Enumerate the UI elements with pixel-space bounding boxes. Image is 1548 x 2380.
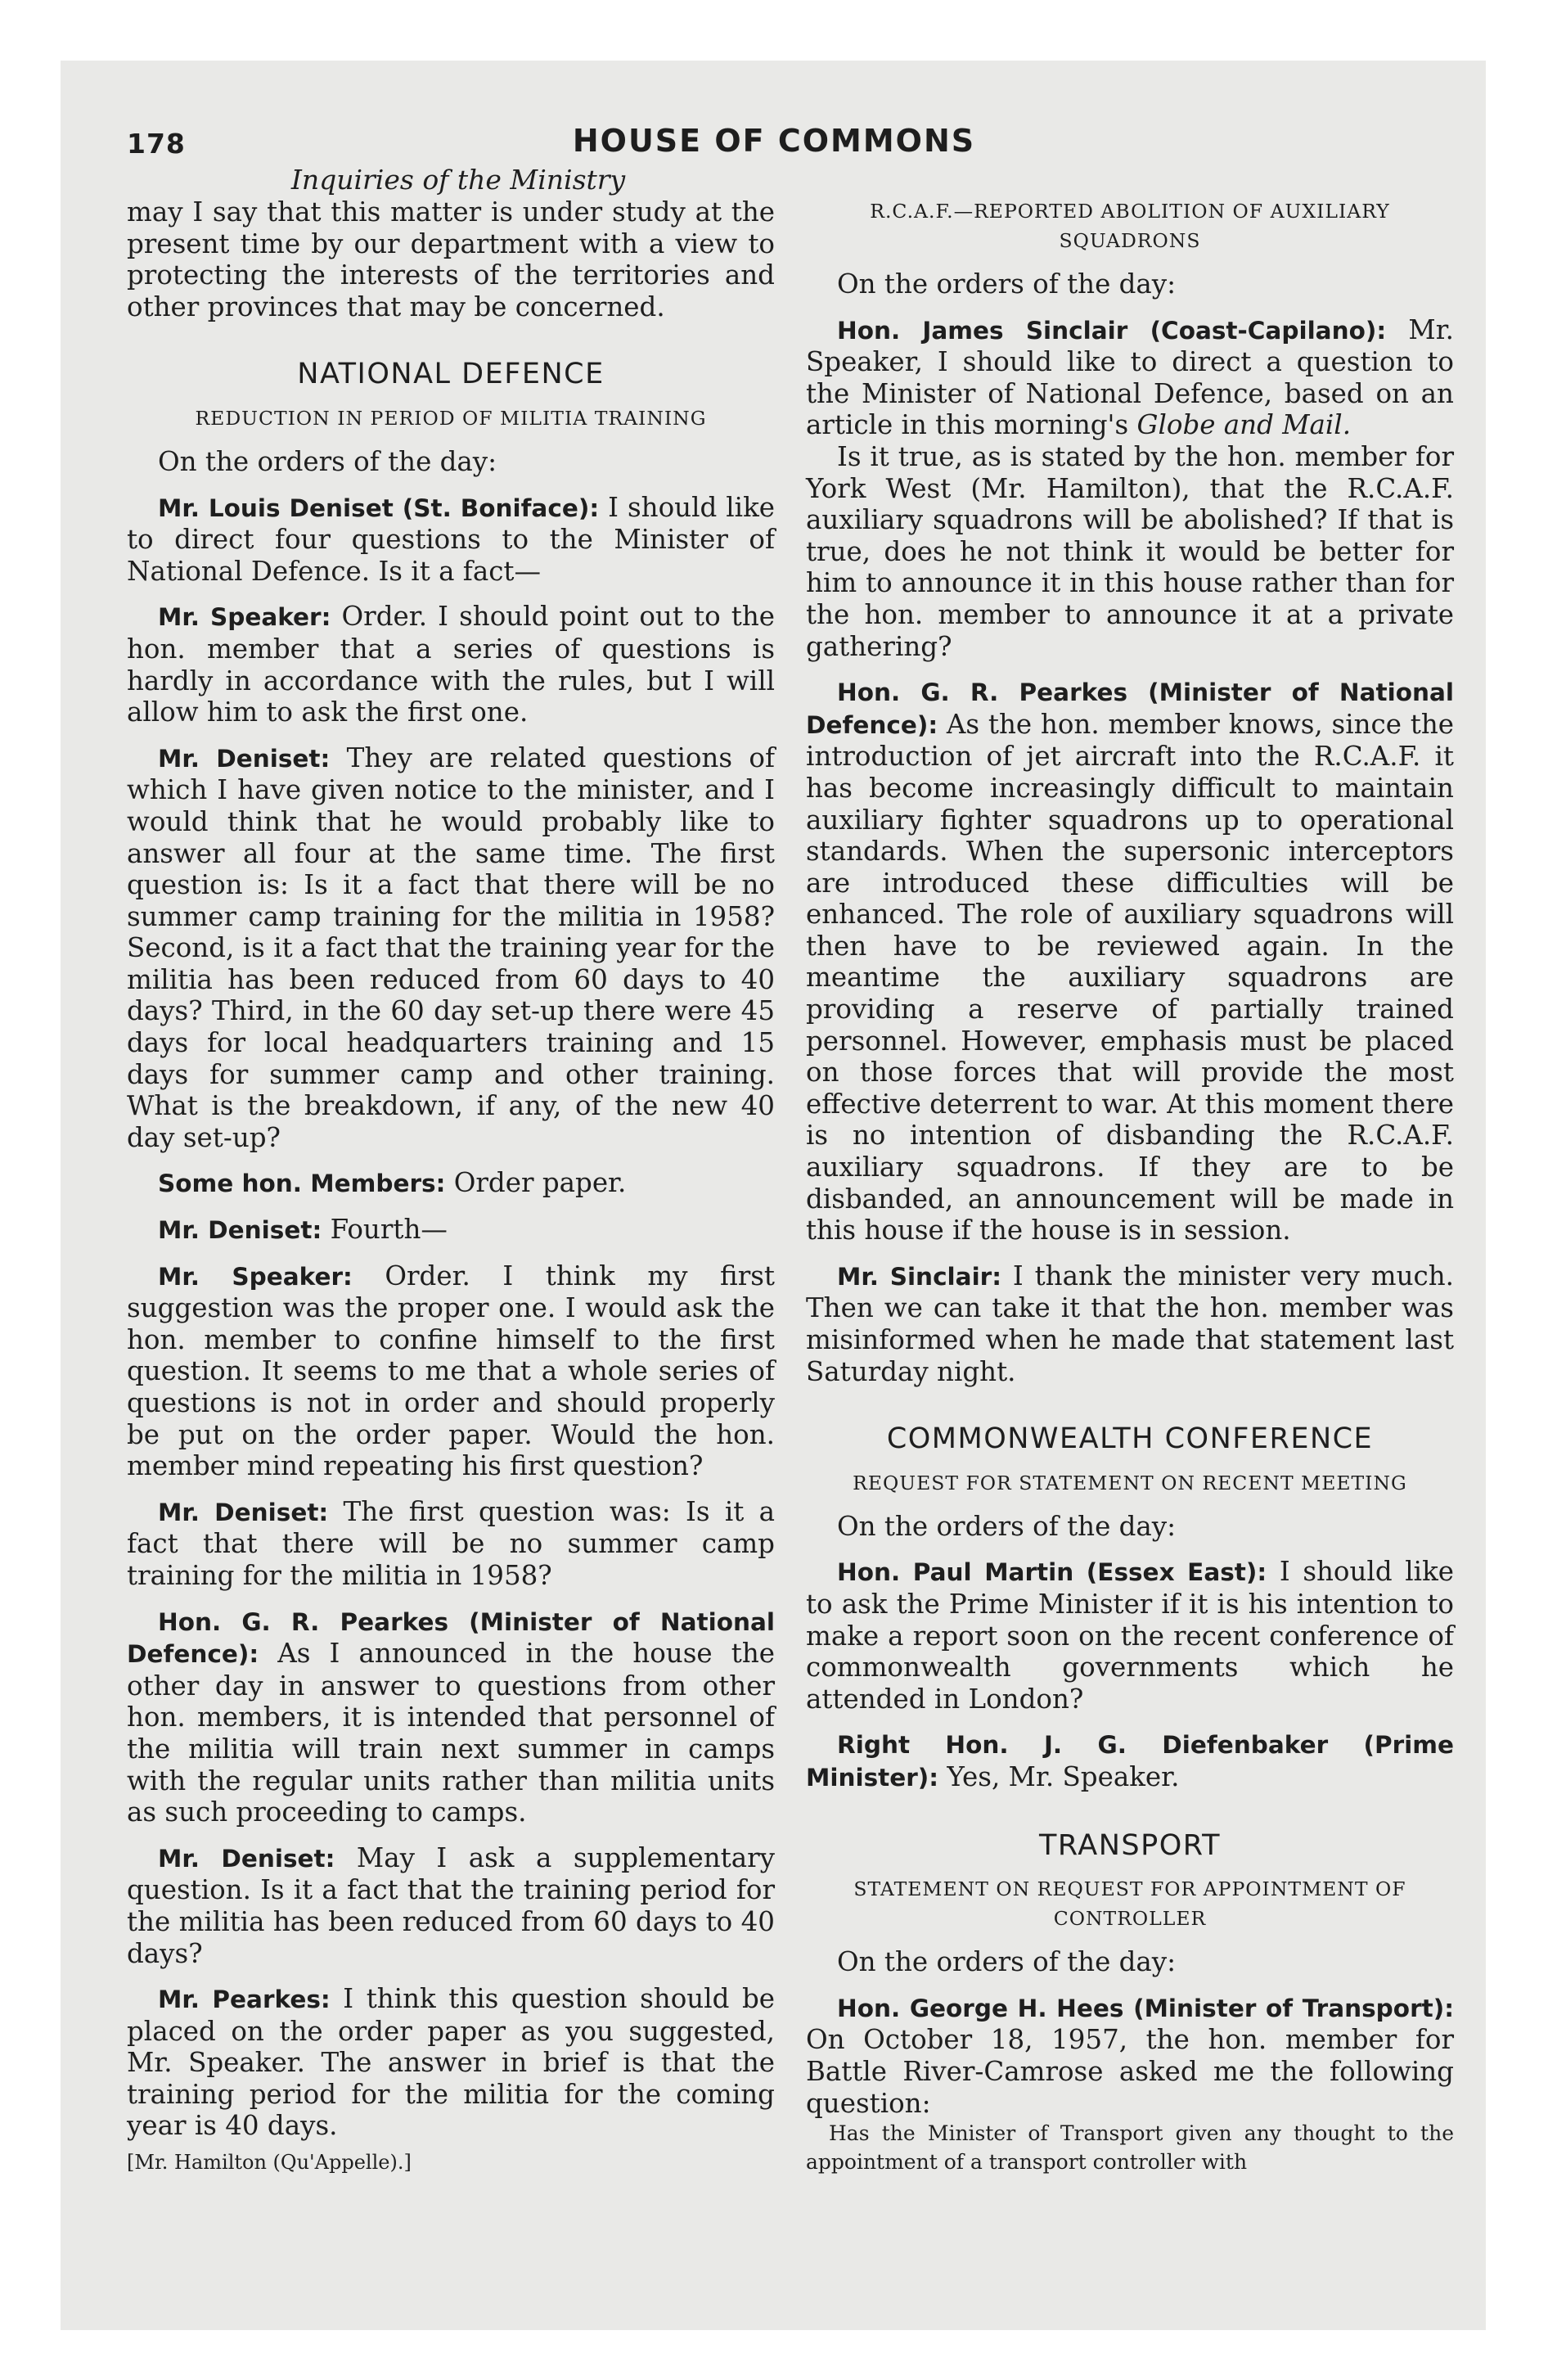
- speaker-name: Right Hon. J. G. Diefenbaker (Prime Minister):: [806, 1731, 1454, 1792]
- subheading-rcaf-squadrons: R.C.A.F.—REPORTED ABOLITION OF AUXILIARY SQUADRONS: [870, 200, 1390, 252]
- speech-paragraph: [806, 1729, 1454, 1793]
- speech-paragraph: [806, 1992, 1454, 2119]
- page-title: HOUSE OF COMMONS: [572, 123, 976, 159]
- speech-text: As the hon. member knows, since the introduction of jet aircraft into the R.C.A.F. it has become increasingly difficult to maintain auxiliary fighter squadrons up to operational standards. When the supersonic interceptors are introduced these difficulties will be enhanced. The role of auxiliary squadrons will then have to be reviewed again. In the meantime the auxiliary squadrons are providing a reserve of partially trained personnel. However, emphasis must be placed on those forces that will provide the most effective deterrent to war. At this moment there is no intention of disbanding the R.C.A.F. auxiliary squadrons. If they are to be disbanded, an announcement will be made in this house if the house is in session.: [806, 708, 1454, 1246]
- orders-of-day: On the orders of the day:: [837, 268, 1177, 300]
- speech-paragraph: [127, 1167, 775, 1200]
- intro-paragraph: may I say that this matter is under study at the present time by our department with a view to protecting the interests of the territories and other provinces that may be concerned.: [127, 196, 775, 322]
- speaker-name: Mr. Sinclair:: [837, 1262, 1002, 1291]
- speech-text: I should like to direct four questions to the Minister of National Defence. Is it a fact—: [127, 491, 776, 587]
- page-footnote: [Mr. Hamilton (Qu'Appelle).]: [127, 2151, 412, 2175]
- speech-paragraph: [127, 742, 775, 1154]
- speech-paragraph: [127, 1983, 775, 2142]
- speech-text: Yes, Mr. Speaker.: [938, 1760, 1180, 1792]
- left-column: [127, 196, 775, 2176]
- speech-paragraph: [127, 1214, 775, 1246]
- speech-paragraph: [127, 1496, 775, 1592]
- speech-text: As I announced in the house the other day in answer to questions from other hon. members, it is intended that personnel of the militia will train next summer in camps with the regular units rather than militia units as such proceeding to camps.: [127, 1638, 775, 1828]
- speaker-name: Hon. James Sinclair (Coast-Capilano):: [837, 316, 1387, 345]
- speaker-name: Mr. Louis Deniset (St. Boniface):: [158, 494, 600, 522]
- section-heading-national-defence: NATIONAL DEFENCE: [297, 358, 605, 391]
- speaker-name: Some hon. Members:: [158, 1170, 446, 1198]
- speech-paragraph: [127, 1606, 775, 1828]
- orders-of-day: On the orders of the day:: [158, 445, 497, 477]
- speech-paragraph: [806, 676, 1454, 1246]
- speech-paragraph: [806, 1260, 1454, 1387]
- speech-paragraph: [127, 492, 775, 588]
- subheading-recent-meeting: REQUEST FOR STATEMENT ON RECENT MEETING: [853, 1471, 1407, 1494]
- speech-text: May I ask a supplementary question. Is it a fact that the training period for the militia has been reduced from 60 days to 40 days?: [127, 1841, 776, 1969]
- speaker-name: Hon. Paul Martin (Essex East):: [837, 1558, 1267, 1587]
- page-number: 178: [127, 128, 186, 160]
- speaker-name: Mr. Pearkes:: [158, 1986, 331, 2014]
- speech-text: On October 18, 1957, the hon. member for Battle River-Camrose asked me the following question:: [806, 2024, 1454, 2119]
- speech-text: They are related questions of which I have given notice to the minister, and I would think that he would probably like to answer all four at the same time. The first question is: Is it a fact that there will be no summer camp training for the militia in 1958? Second, is it a fact that the training year for the militia has been reduced from 60 days to 40 days? Third, in the 60 day set-up there were 45 days for local headquarters training and 15 days for summer camp and other training. What is the breakdown, if any, of the new 40 day set-up?: [127, 741, 776, 1153]
- orders-of-day: On the orders of the day:: [837, 1946, 1177, 1978]
- speech-text: I think this question should be placed on the order paper as you suggested, Mr. Speaker. The answer in brief is that the training period for the militia for the coming year is 40 days.: [127, 1983, 776, 2142]
- speech-paragraph: [127, 1842, 775, 1969]
- speech-text: Order. I think my first suggestion was the proper one. I would ask the hon. member to confine himself to the first question. It seems to me that a whole series of questions is not in order and should properly be put on the order paper. Would the hon. member mind repeating his first question?: [127, 1260, 775, 1482]
- speaker-name: Mr. Speaker:: [158, 1262, 353, 1291]
- page-subtitle: Inquiries of the Ministry: [290, 164, 626, 196]
- speech-paragraph: [127, 601, 775, 728]
- speaker-name: Mr. Deniset:: [158, 744, 331, 773]
- quoted-question: Has the Minister of Transport given any thought to the appointment of a transport controller with: [806, 2121, 1454, 2175]
- subheading-militia-training: REDUCTION IN PERIOD OF MILITIA TRAINING: [195, 406, 707, 430]
- speaker-name: Mr. Deniset:: [158, 1844, 335, 1873]
- speech-text: Mr. Speaker, I should like to direct a question to the Minister of National Defence, based on an article in this morning's: [806, 313, 1455, 441]
- speech-paragraph: [806, 314, 1454, 441]
- speech-text: The first question was: Is it a fact that there will be no summer camp training for the militia in 1958?: [127, 1495, 775, 1591]
- speech-paragraph: [806, 1556, 1454, 1715]
- speech-paragraph: Is it true, as is stated by the hon. member for York West (Mr. Hamilton), that the R.C.A.F. auxiliary squadrons will be abolished? If that is true, does he not think it would be better for him to announce it in this house rather than for the hon. member to announce it at a private gathering?: [806, 440, 1454, 662]
- speech-text: Order. I should point out to the hon. member that a series of questions is hardly in accordance with the rules, but I will allow him to ask the first one.: [127, 601, 775, 728]
- speaker-name: Mr. Deniset:: [158, 1498, 329, 1526]
- right-column: [806, 196, 1454, 2176]
- section-heading-transport: TRANSPORT: [1039, 1828, 1221, 1862]
- section-heading-commonwealth: COMMONWEALTH CONFERENCE: [886, 1422, 1374, 1456]
- speaker-name: Hon. G. R. Pearkes (Minister of National Defence):: [806, 678, 1454, 739]
- speaker-name: Mr. Deniset:: [158, 1216, 322, 1245]
- speech-text: Fourth—: [322, 1214, 448, 1246]
- speech-paragraph: [127, 1260, 775, 1482]
- speaker-name: Hon. George H. Hees (Minister of Transport):: [837, 1994, 1454, 2022]
- newspaper-title: Globe and Mail.: [1136, 409, 1352, 441]
- speaker-name: Hon. G. R. Pearkes (Minister of National Defence):: [127, 1607, 775, 1669]
- speech-text: I thank the minister very much. Then we can take it that the hon. member was misinformed when he made that statement last Saturday night.: [806, 1260, 1454, 1387]
- subheading-transport-controller: STATEMENT ON REQUEST FOR APPOINTMENT OF CONTROLLER: [853, 1877, 1406, 1931]
- orders-of-day: On the orders of the day:: [837, 1510, 1177, 1542]
- speech-text: I should like to ask the Prime Minister if it is his intention to make a report soon on the recent conference of commonwealth governments which he attended in London?: [806, 1556, 1454, 1715]
- speaker-name: Mr. Speaker:: [158, 603, 331, 632]
- speech-text: Order paper.: [445, 1167, 627, 1199]
